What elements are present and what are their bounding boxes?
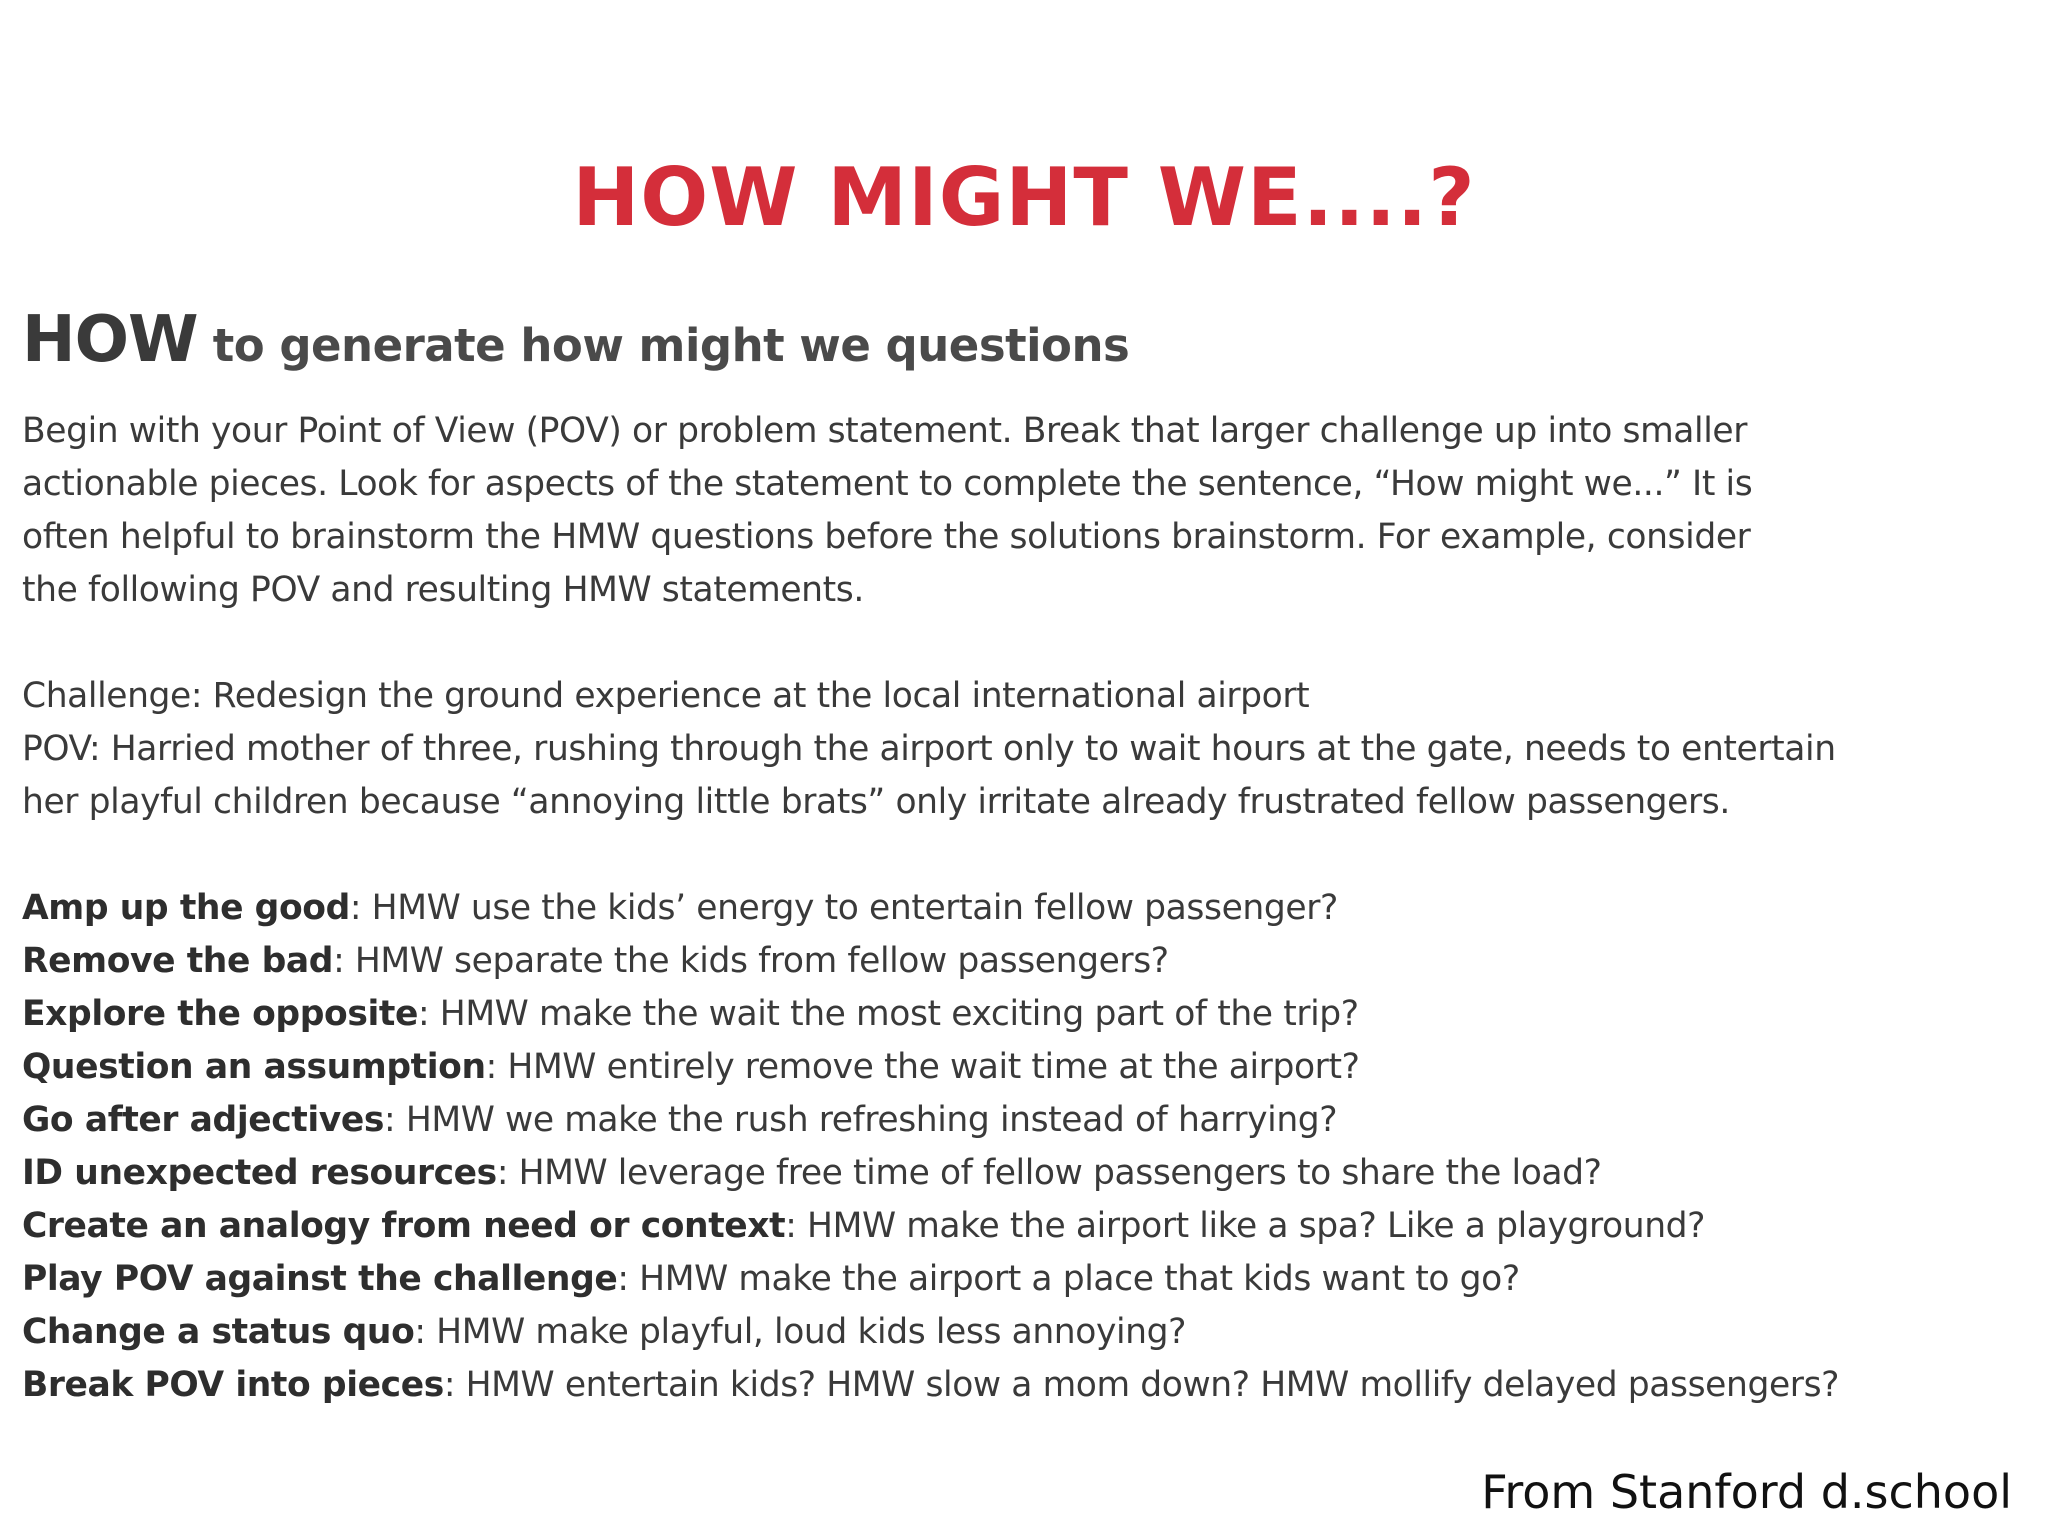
intro-line: actionable pieces. Look for aspects of the statement to complete the sentence, “How might we...” It is [22,464,1753,504]
section-heading [22,300,2022,393]
heading-rest: to generate how might we questions [197,319,1130,372]
hmw-text: : HMW separate the kids from fellow passengers? [333,941,1169,981]
pov-line: her playful children because “annoying little brats” only irritate already frustrated fellow passengers. [22,782,1730,822]
spacer [22,829,2022,882]
list-item [22,882,2022,935]
hmw-label: ID unexpected resources [22,1153,497,1193]
hmw-text: : HMW make playful, loud kids less annoying? [414,1312,1187,1352]
hmw-label: Amp up the good [22,888,350,928]
intro-line: Begin with your Point of View (POV) or problem statement. Break that larger challenge up into smaller [22,411,1747,451]
source-credit: From Stanford d.school [1481,1465,2012,1519]
hmw-text: : HMW leverage free time of fellow passengers to share the load? [496,1153,1602,1193]
intro-line: the following POV and resulting HMW statements. [22,570,864,610]
hmw-label: Question an assumption [22,1047,486,1087]
list-item [22,935,2022,988]
hmw-text: : HMW entirely remove the wait time at the airport? [485,1047,1360,1087]
hmw-label: Break POV into pieces [22,1365,444,1405]
hmw-label: Explore the opposite [22,994,418,1034]
hmw-text: : HMW make the airport like a spa? Like a playground? [785,1206,1706,1246]
hmw-label: Play POV against the challenge [22,1259,618,1299]
hmw-text: : HMW entertain kids? HMW slow a mom down? HMW mollify delayed passengers? [443,1365,1840,1405]
list-item [22,1147,2022,1200]
spacer [22,617,2022,670]
list-item [22,1200,2022,1253]
hmw-list [22,882,2022,1412]
hmw-text: : HMW use the kids’ energy to entertain fellow passenger? [349,888,1338,928]
content-area [22,300,2022,1412]
hmw-text: : HMW make the airport a place that kids want to go? [617,1259,1520,1299]
list-item [22,1359,2022,1412]
list-item [22,1041,2022,1094]
heading-how: HOW [22,303,198,377]
intro-line: often helpful to brainstorm the HMW questions before the solutions brainstorm. For example, consider [22,517,1751,557]
pov-line: POV: Harried mother of three, rushing through the airport only to wait hours at the gate, needs to entertain [22,729,1836,769]
list-item [22,1253,2022,1306]
challenge-line: Challenge: Redesign the ground experience at the local international airport [22,676,1310,716]
hmw-label: Remove the bad [22,941,334,981]
list-item [22,1094,2022,1147]
hmw-text: : HMW make the wait the most exciting part of the trip? [417,994,1359,1034]
list-item [22,1306,2022,1359]
hmw-label: Create an analogy from need or context [22,1206,786,1246]
slide-title: HOW MIGHT WE....? [572,151,1476,244]
list-item [22,988,2022,1041]
hmw-label: Go after adjectives [22,1100,385,1140]
hmw-text: : HMW we make the rush refreshing instead of harrying? [384,1100,1338,1140]
hmw-label: Change a status quo [22,1312,415,1352]
intro-paragraph [22,405,2022,882]
